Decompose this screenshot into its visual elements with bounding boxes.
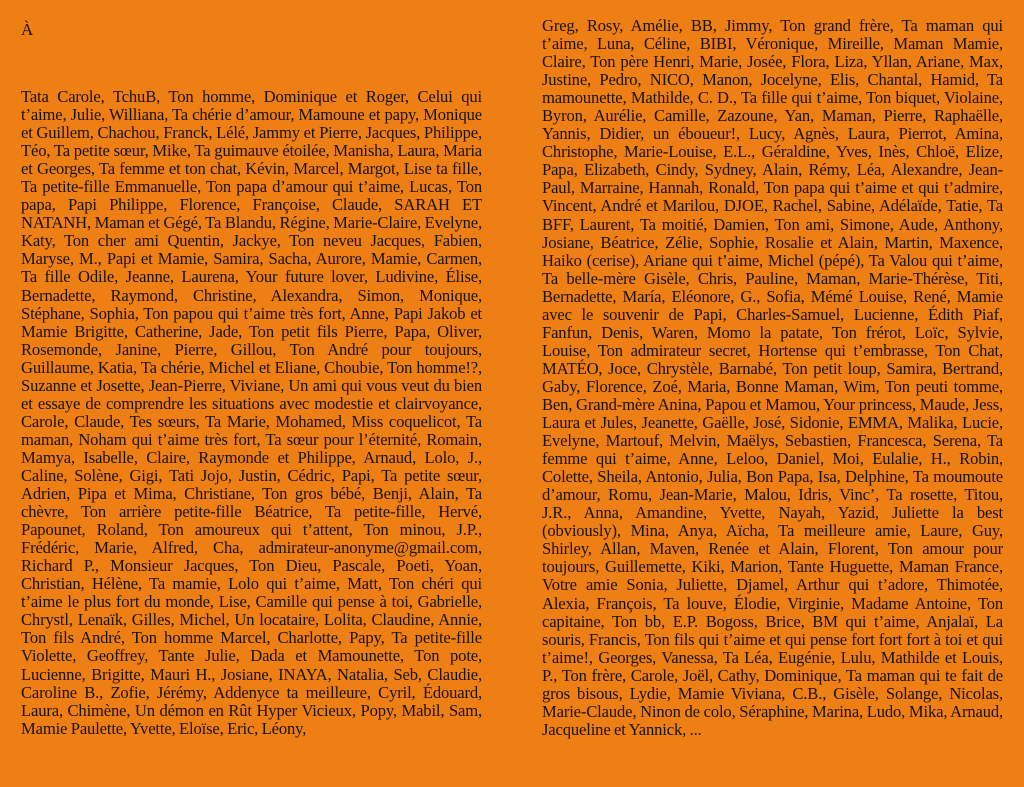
right-page xyxy=(542,0,1003,787)
dedication-heading: À xyxy=(21,20,34,39)
left-page xyxy=(21,0,482,787)
dedication-names-left: Tata Carole, TchuB, Ton homme, Dominique et Roger, Celui qui t’aime, Julie, Williana, Ta chérie d’amour, Mamoune et papy, Monique et Guillem, Chachou, Franck, Lélé, Jammy et Pierre, Jacques, Philippe, Téo, Ta petite sœur, Mike, Ta guimauve étoilée, Manisha, Laura, Maria et Georges, Ta femme et ton chat, Kévin, Marcel, Margot, Lise ta fille, Ta petite-fille Emmanuelle, Ton papa d’amour qui t’aime, Lucas, Ton papa, Papi Philippe, Florence, Françoise, Claude, SARAH ET NATANH, Maman et Gégé, Ta Blandu, Régine, Marie-Claire, Evelyne, Katy, Ton cher ami Quentin, Jackye, Ton neveu Jacques, Fabien, Maryse, M., Papi et Mamie, Samira, Sacha, Aurore, Mamie, Carmen, Ta fille Odile, Jeanne, Laurena, Your future lover, Ludivine, Élise, Bernadette, Raymond, Christine, Alexandra, Simon, Monique, Stéphane, Sophia, Ton papou qui t’aime très fort, Anne, Papi Jakob et Mamie Brigitte, Catherine, Jade, Ton petit fils Pierre, Papa, Oliver, Rosemonde, Janine, Pierre, Gillou, Ton André pour toujours, Guillaume, Katia, Ta chérie, Michel et Eliane, Choubie, Ton homme!?, Suzanne et Josette, Jean-Pierre, Viviane, Un ami qui vous veut du bien et essaye de comprendre les situations avec modestie et clairvoyance, Carole, Claude, Tes sœurs, Ta Marie, Mohamed, Miss coquelicot, Ta maman, Noham qui t’aime très fort, Ta sœur pour l’éternité, Romain, Mamya, Isabelle, Claire, Raymonde et Philippe, Arnaud, Lolo, J., Caline, Solène, Gigi, Tati Jojo, Justin, Cédric, Papi, Ta petite sœur, Adrien, Pipa et Mima, Christiane, Ton gros bébé, Benji, Alain, Ta chèvre, Ton arrière petite-fille Béatrice, Ta petite-fille, Hervé, Papounet, Roland, Ton amoureux qui t’attent, Ton minou, J.P., Frédéric, Marie, Alfred, Cha, admirateur-anonyme@gmail.com, Richard P., Monsieur Jacques, Ton Dieu, Pascale, Poeti, Yoan, Christian, Hélène, Ta mamie, Lolo qui t’aime, Matt, Ton chéri qui t’aime le plus fort du monde, Lise, Camille qui pense à toi, Gabrielle, Chrystl, Lenaïk, Gilles, Michel, Un locataire, Lolita, Claudine, Annie, Ton fils André, Ton homme Marcel, Charlotte, Papy, Ta petite-fille Violette, Geoffrey, Tante Julie, Dada et Mamounette, Ton pote, Lucienne, Brigitte, Mauri H., Josiane, INAYA, Natalia, Seb, Claudie, Caroline B., Zofie, Jérémy, Addenyce ta meilleure, Cyril, Édouard, Laura, Chimène, Un démon en Rût Hyper Vicieux, Popy, Mabil, Sam, Mamie Paulette, Yvette, Eloïse, Eric, Léony, xyxy=(21,87,482,738)
dedication-names-right: Greg, Rosy, Amélie, BB, Jimmy, Ton grand frère, Ta maman qui t’aime, Luna, Céline, BIBI, Véronique, Mireille, Maman Mamie, Claire, Ton père Henri, Marie, Josée, Flora, Liza, Yllan, Ariane, Max, Justine, Pedro, NICO, Manon, Jocelyne, Elis, Chantal, Hamid, Ta mamounette, Mathilde, C. D., Ta fille qui t’aime, Ton biquet, Violaine, Byron, Aurélie, Camille, Zazoune, Yan, Maman, Pierre, Raphaëlle, Yannis, Didier, un éboueur!, Lucy, Agnès, Laura, Pierrot, Amina, Christophe, Marie-Louise, E.L., Géraldine, Yves, Inès, Chloë, Elize, Papa, Elizabeth, Cindy, Sydney, Alain, Rémy, Léa, Alexandre, Jean-Paul, Marraine, Hannah, Ronald, Ton papa qui t’aime et qui t’admire, Vincent, André et Marilou, DJOE, Rachel, Sabine, Adélaïde, Tatie, Ta BFF, Laurent, Ta moitié, Damien, Ton ami, Simone, Aude, Anthony, Josiane, Béatrice, Zélie, Sophie, Rosalie et Alain, Martin, Maxence, Haiko (cerise), Ariane qui t’aime, Michel (pépé), Ta Valou qui t’aime, Ta belle-mère Gisèle, Chris, Pauline, Maman, Marie-Thérèse, Titi, Bernadette, María, Eléonore, G., Sofia, Mémé Louise, René, Mamie avec le souvenir de Papi, Charles-Samuel, Lucienne, Édith Piaf, Fanfun, Denis, Waren, Momo la patate, Ton frérot, Loïc, Sylvie, Louise, Ton admirateur secret, Hortense qui t’embrasse, Ton Chat, MATÉO, Joce, Chrystèle, Barnabé, Ton petit loup, Samira, Bertrand, Gaby, Florence, Zoé, Maria, Bonne Maman, Wim, Ton peuti tomme, Ben, Grand-mère Anina, Papou et Mamou, Your princess, Maude, Jess, Laura et Jules, Jeanette, Gaëlle, José, Sidonie, EMMA, Malika, Lucie, Evelyne, Martouf, Melvin, Maëlys, Sebastien, Francesca, Serena, Ta femme qui t’aime, Anne, Leloo, Daniel, Moi, Eulalie, H., Robin, Colette, Sheila, Antonio, Julia, Bon Papa, Isa, Delphine, Ta moumoute d’amour, Romu, Jean-Marie, Malou, Idris, Vinc’, Ta rosette, Titou, J.R., Anna, Amandine, Yvette, Nayah, Yazid, Juliette la best (obviously), Mina, Anya, Aïcha, Ta meilleure amie, Laure, Guy, Shirley, Allan, Maven, Renée et Alain, Florent, Ton amour pour toujours, Guillemette, Kiki, Marion, Tante Huguette, Maman France, Votre amie Sonia, Juliette, Djamel, Arthur qui t’adore, Thimotée, Alexia, François, Ta louve, Élodie, Virginie, Madame Antoine, Ton capitaine, Ton bb, E.P. Bogoss, Brice, BM qui t’aime, Anjalaï, La souris, Francis, Ton fils qui t’aime et qui pense fort fort fort à toi et qui t’aime!, Georges, Vanessa, Ta Léa, Eugénie, Lulu, Mathilde et Louis, P., Ton frère, Carole, Joël, Cathy, Dominique, Ta maman qui te fait de gros bisous, Lydie, Mamie Viviana, C.B., Gisèle, Solange, Nicolas, Marie-Claude, Ninon de colo, Séraphine, Marina, Ludo, Mika, Arnaud, Jacqueline et Yannick, ... xyxy=(542,16,1003,739)
